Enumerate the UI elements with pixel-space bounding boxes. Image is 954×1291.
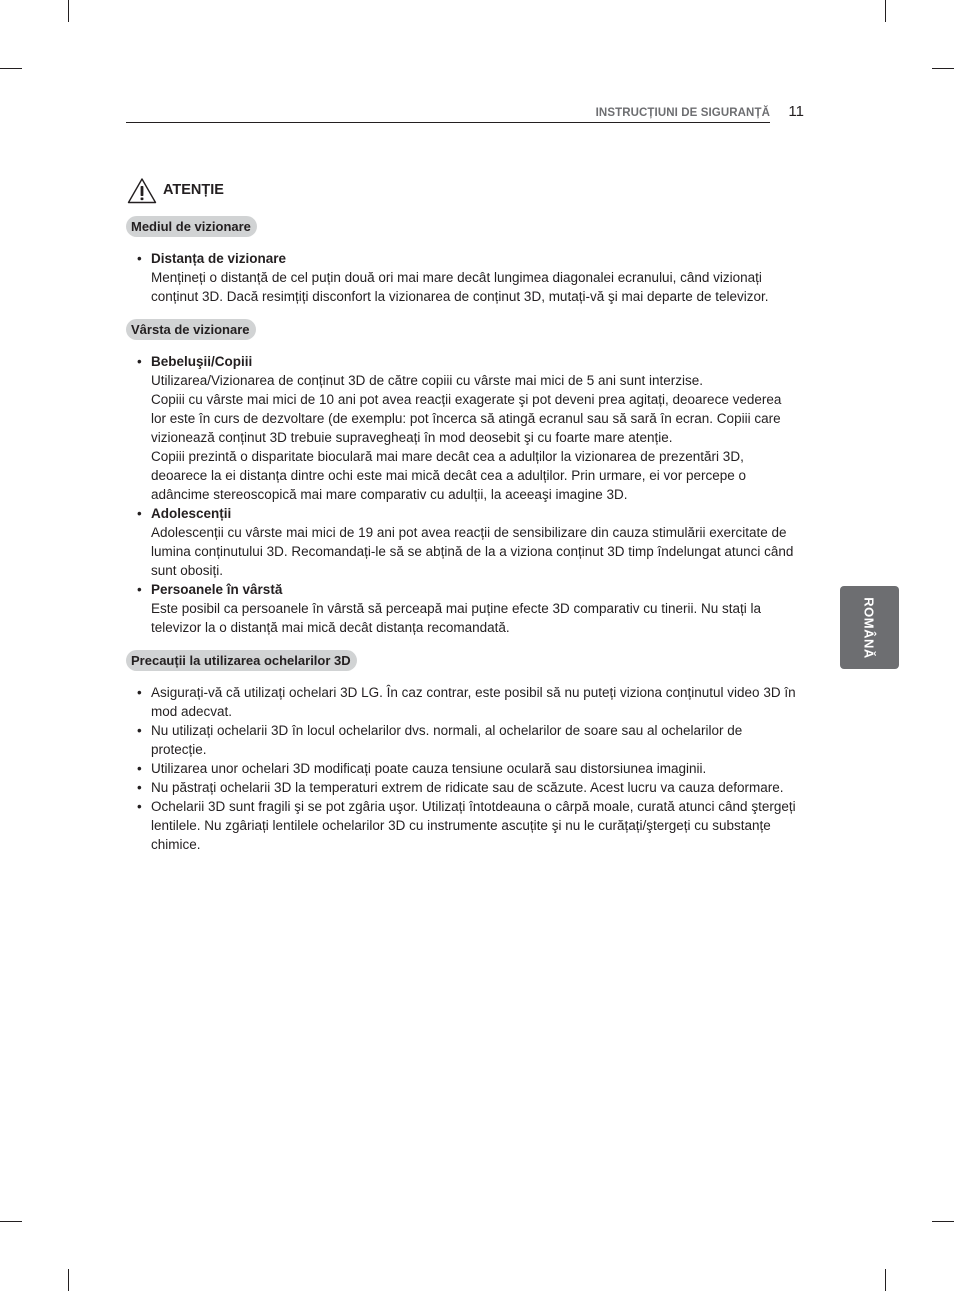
list-item [126,683,796,721]
list-item [126,352,796,504]
bullet-list [126,249,796,306]
section-heading: Mediul de vizionare [126,216,257,237]
section [126,216,796,306]
section-heading: Precauții la utilizarea ochelarilor 3D [126,650,357,671]
list-item-title: • Distanța de vizionare [151,251,287,266]
list-item-text: • Asigurați-vă că utilizați ochelari 3D LG. În caz contrar, este posibil să nu puteți viziona conținutul video 3D în mod adecvat. [151,685,796,719]
crop-mark [932,68,954,69]
bullet-list [126,683,796,854]
bullet-list [126,352,796,637]
list-item-text: Adolescenții cu vârste mai mici de 19 ani pot avea reacții de sensibilizare din cauza stimulării exercitate de lumina conținutului 3D. Recomandați-le să se abțină de la a viziona conținut 3D timp îndelungat atunci când sunt obosiți. [151,525,794,578]
list-item [126,721,796,759]
list-item [126,759,796,778]
list-item-text: • Ochelarii 3D sunt fragili şi se pot zgâria uşor. Utilizați întotdeauna o cârpă moale, curată atunci când ştergeți lentilele. Nu zgâriați lentilele ochelarilor 3D cu instrumente ascuțite şi nu le curățați/ştergeți cu substanțe chimice. [151,799,796,852]
list-item [126,580,796,637]
section [126,319,796,637]
language-tab [840,586,899,669]
section [126,650,796,854]
crop-mark [0,1221,22,1222]
warning-triangle-icon [127,177,157,204]
main-content [126,216,796,867]
list-item-title: • Persoanele în vârstă [151,582,283,597]
list-item-text: • Nu păstrați ochelarii 3D la temperaturi extrem de ridicate sau de scăzute. Acest lucru va cauza deformare. [151,780,784,795]
page-header [126,101,806,123]
list-item-text: Utilizarea/Vizionarea de conținut 3D de către copiii cu vârste mai mici de 5 ani sunt interzise. [151,373,704,388]
list-item-text: Este posibil ca persoanele în vârstă să perceapă mai puține efecte 3D comparativ cu tinerii. Nu stați la televizor la o distanță mai mică decât distanța recomandată. [151,601,762,635]
page-number: 11 [788,103,804,120]
caution-heading [127,176,224,204]
header-divider [126,122,770,123]
list-item-text: Mențineți o distanță de cel puțin două ori mai mare decât lungimea diagonalei ecranului, când vizionați conținut 3D. Dacă resimțiți disconfort la vizionarea de conținut 3D, mutați-vă şi mai departe de televizor. [151,270,769,304]
crop-mark [68,1269,69,1291]
list-item-title: • Bebeluşii/Copiii [151,354,253,369]
list-item-text: • Nu utilizați ochelarii 3D în locul ochelarilor dvs. normali, al ochelarilor de soare sau al ochelarilor de protecție. [151,723,743,757]
list-item-title: • Adolescenții [151,506,232,521]
list-item-text: Copiii prezintă o disparitate bioculară mai mare decât cea a adulților la vizionarea de prezentări 3D, deoarece la ei distanța dintre ochi este mai mică decât cea a adulților. Prin urmare, ei vor percepe o adâncime stereoscopică mai mare comparativ cu adulții, la aceeaşi imagine 3D. [151,449,747,502]
header-title: INSTRUCȚIUNI DE SIGURANȚĂ [595,107,770,119]
language-tab-label: ROMÂNĂ [861,597,877,659]
list-item [126,778,796,797]
list-item [126,249,796,306]
crop-mark [932,1221,954,1222]
caution-title: ATENȚIE [163,182,224,198]
list-item-text: • Utilizarea unor ochelari 3D modificați poate cauza tensiune oculară sau distorsiunea imaginii. [151,761,707,776]
section-heading: Vârsta de vizionare [126,319,256,340]
crop-mark [885,0,886,22]
crop-mark [68,0,69,22]
list-item [126,504,796,580]
list-item [126,797,796,854]
list-item-text: Copiii cu vârste mai mici de 10 ani pot avea reacții exagerate şi pot deveni prea agitați, deoarece vederea lor este în curs de dezvoltare (de exemplu: pot încerca să atingă ecranul sau să sară în ecran. Copiii care vizionează conținut 3D trebuie supravegheați în mod deosebit şi cu foarte mare atenție. [151,392,782,445]
crop-mark [0,68,22,69]
crop-mark [885,1269,886,1291]
